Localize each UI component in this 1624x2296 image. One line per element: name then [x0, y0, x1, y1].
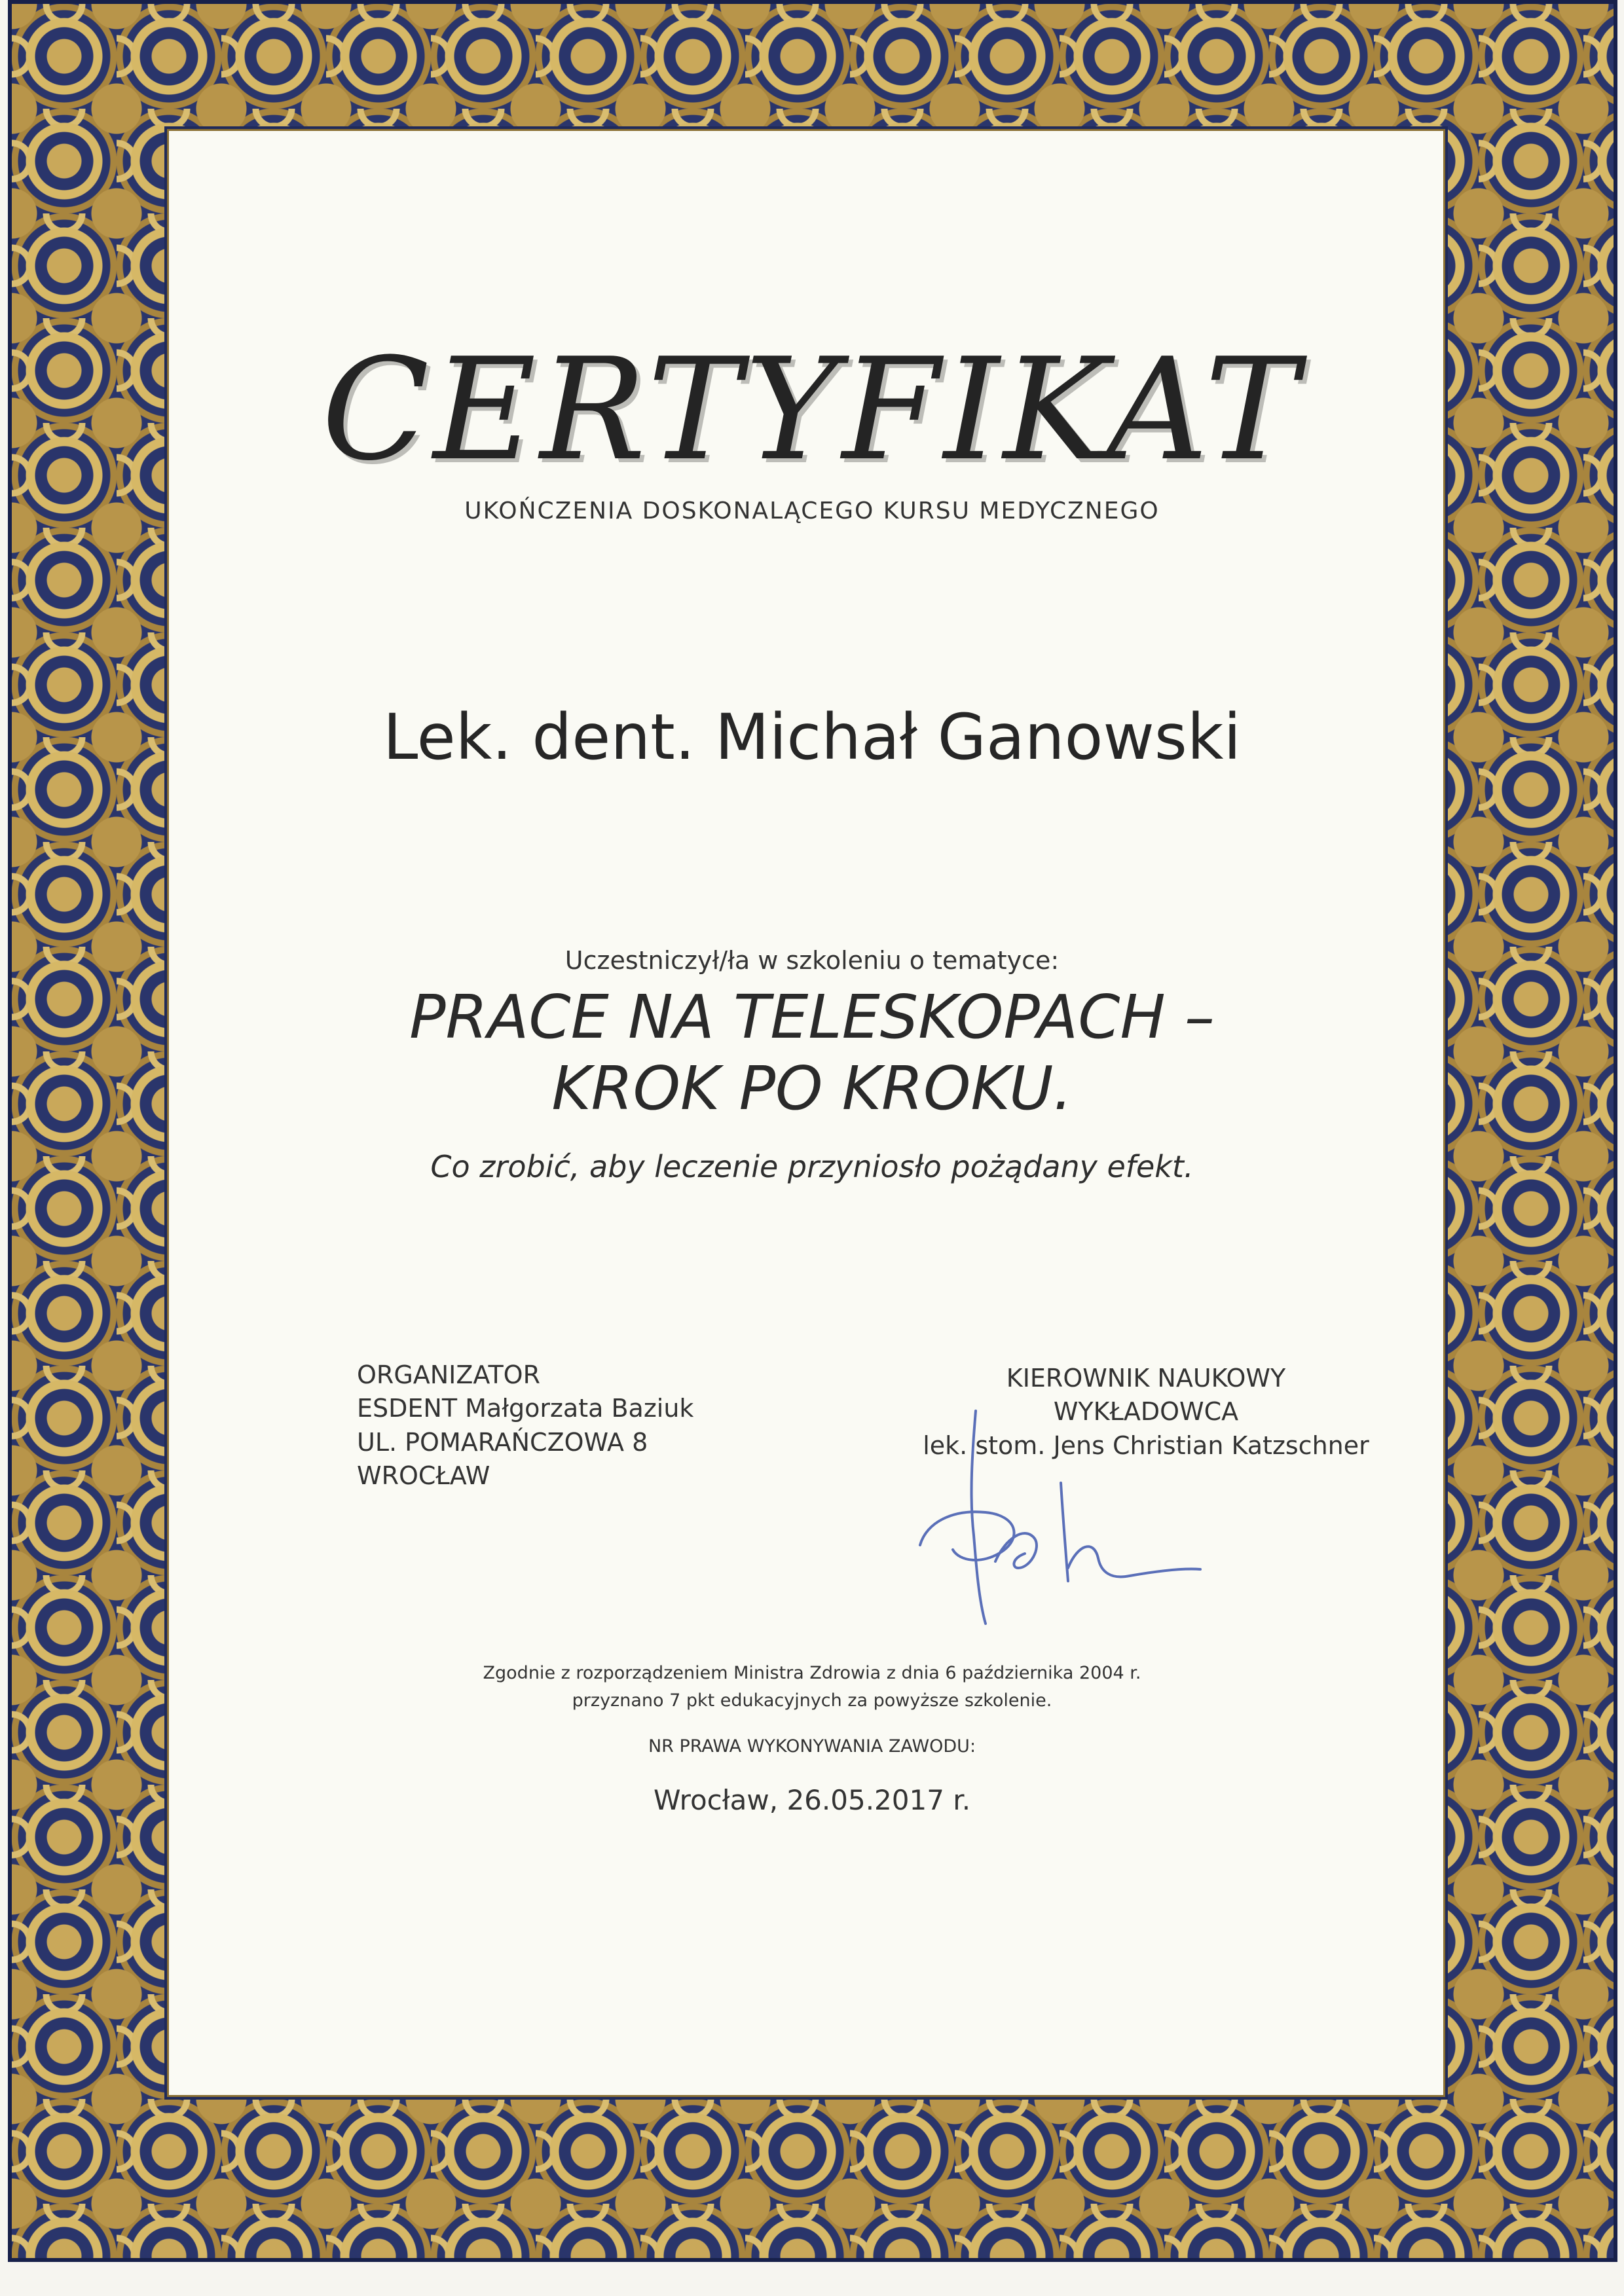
certificate-subtitle: UKOŃCZENIA DOSKONALĄCEGO KURSU MEDYCZNEGO [464, 498, 1160, 524]
organizer-street: UL. POMARAŃCZOWA 8 [357, 1427, 648, 1457]
course-subtitle: Co zrobić, aby leczenie przyniosło pożądany efekt. [430, 1149, 1194, 1184]
course-title-line-1: PRACE NA TELESKOPACH – [409, 982, 1215, 1052]
organizer-name: ESDENT Małgorzata Baziuk [357, 1394, 694, 1423]
regulation-line-1: Zgodnie z rozporządzeniem Ministra Zdrowia z dnia 6 października 2004 r. [483, 1663, 1141, 1683]
regulation-line-2: przyznano 7 pkt edukacyjnych za powyższe szkolenie. [572, 1690, 1052, 1711]
course-title [0, 982, 1624, 1124]
organizer-block [357, 1358, 693, 1493]
certificate-title: CERTYFIKAT [322, 327, 1302, 492]
director-heading: KIEROWNIK NAUKOWY [1006, 1364, 1286, 1393]
organizer-city: WROCŁAW [357, 1461, 490, 1490]
course-title-line-2: KROK PO KROKU. [551, 1053, 1073, 1123]
director-name: lek. stom. Jens Christian Katzschner [923, 1430, 1369, 1460]
recipient-name: Lek. dent. Michał Ganowski [382, 701, 1242, 774]
signature-image [913, 1404, 1202, 1627]
organizer-heading: ORGANIZATOR [357, 1360, 540, 1389]
regulation-note [0, 1660, 1624, 1715]
issue-date: Wrocław, 26.05.2017 r. [653, 1784, 971, 1816]
participation-label: Uczestniczył/ła w szkoleniu o tematyce: [564, 946, 1060, 975]
director-role: WYKŁADOWCA [1053, 1397, 1239, 1427]
license-number-label: NR PRAWA WYKONYWANIA ZAWODU: [648, 1736, 976, 1757]
